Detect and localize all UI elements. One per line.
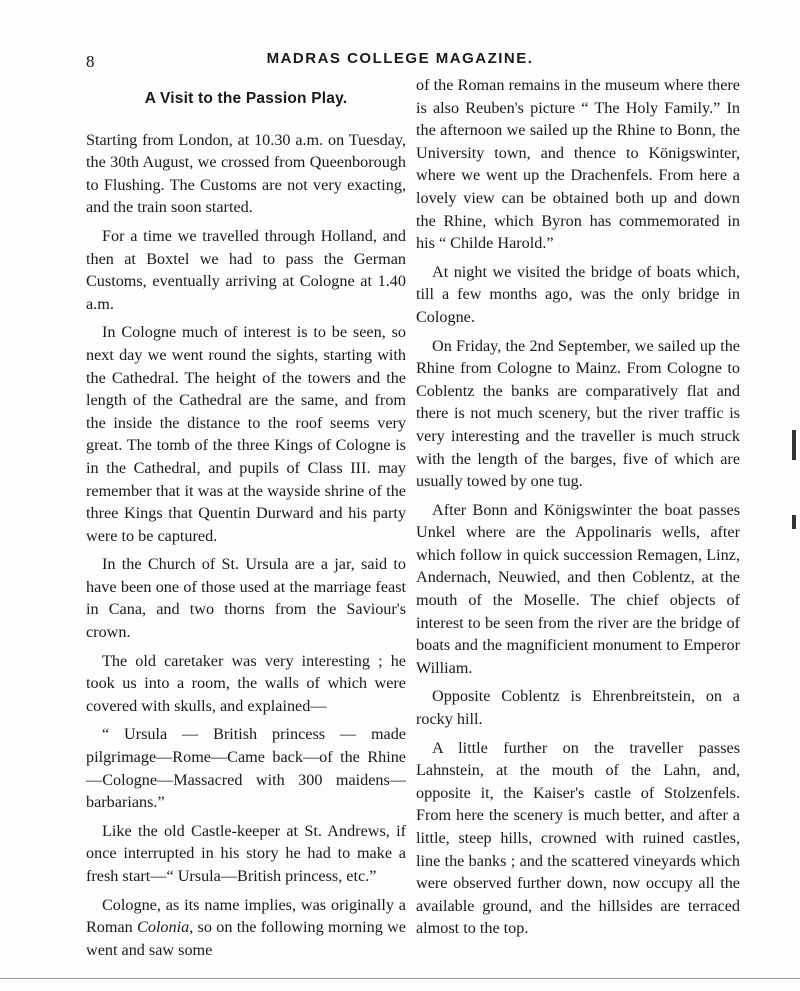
paragraph: In the Church of St. Ursula are a jar, said to have been one of those used at the marriage feast in Cana, and two thorns from the Saviour's crown. — [86, 555, 406, 642]
page-number: 8 — [86, 52, 95, 71]
right-column — [416, 74, 740, 946]
text-run: , so on the following morning we went and saw some — [86, 918, 406, 959]
paragraph: After Bonn and Königswinter the boat passes Unkel where are the Appolinaris wells, after which follow in quick succession Remagen, Linz, Andernach, Neuwied, and then Coblentz, at the mouth of the Moselle. The chief objects of interest to be seen from the river are the bridge of boats and the magnificient monument to Emperor William. — [416, 500, 740, 677]
paragraph: In Cologne much of interest is to be seen, so next day we went round the sights, starting with the Cathedral. The height of the towers and the length of the Cathedral are the same, and from the inside the distance to the roof seems very great. The tomb of the three Kings of Cologne is in the Cathedral, and pupils of Class III. may remember that it was at the wayside shrine of the three Kings that Quentin Durward and his party were to be captured. — [86, 323, 406, 545]
italic-word: Colonia — [137, 918, 190, 937]
paragraph: A little further on the traveller passes Lahnstein, at the mouth of the Lahn, and, opposite it, the Kaiser's castle of Stolzenfels. From here the scenery is much better, and after a little, steep hills, crowned with ruined castles, line the banks ; and the scattered vineyards which were observed further down, now occupy all the available ground, and the hillsides are terraced almost to the top. — [416, 738, 740, 938]
left-column — [86, 76, 406, 967]
paragraph — [86, 894, 406, 962]
running-head: MADRAS COLLEGE MAGAZINE. — [266, 50, 534, 67]
paragraph: Opposite Coblentz is Ehrenbreitstein, on a rocky hill. — [416, 687, 740, 729]
scan-edge-mark — [792, 430, 796, 460]
paragraph: of the Roman remains in the museum where there is also Reuben's picture “ The Holy Family.” In the afternoon we sailed up the Rhine to Bonn, the University town, and thence to Königswinter, where we went up the Drachenfels. From here a lovely view can be obtained both up and down the Rhine, which Byron has commemorated in his “ Childe Harold.” — [416, 76, 740, 253]
paragraph: On Friday, the 2nd September, we sailed up the Rhine from Cologne to Mainz. From Cologne to Coblentz the banks are comparatively flat and there is not much scenery, but the river traffic is very interesting and the traveller is much struck with the length of the barges, five of which are usually towed by one tug. — [416, 336, 740, 491]
paragraph: At night we visited the bridge of boats which, till a few months ago, was the only bridge in Cologne. — [416, 262, 740, 326]
article-title: A Visit to the Passion Play. — [144, 90, 348, 107]
paragraph: Starting from London, at 10.30 a.m. on Tuesday, the 30th August, we crossed from Queenborough to Flushing. The Customs are not very exacting, and the train soon started. — [86, 130, 406, 217]
paragraph: Like the old Castle-keeper at St. Andrews, if once interrupted in his story he had to make a fresh start—“ Ursula—British princess, etc.” — [86, 821, 406, 885]
text-run: Cologne, as its name implies, was originally a Roman — [86, 895, 406, 937]
paragraph: For a time we travelled through Holland, and then at Boxtel we had to pass the German Customs, eventually arriving at Cologne at 1.40 a.m. — [86, 226, 406, 313]
quote-paragraph: “ Ursula — British princess — made pilgrimage—Rome—Came back—of the Rhine—Cologne—Massacred with 300 maidens—barbarians.” — [86, 725, 406, 812]
bottom-rule — [0, 978, 800, 979]
paragraph: The old caretaker was very interesting ; he took us into a room, the walls of which were covered with skulls, and explained— — [86, 651, 406, 715]
scan-edge-mark — [792, 515, 796, 529]
